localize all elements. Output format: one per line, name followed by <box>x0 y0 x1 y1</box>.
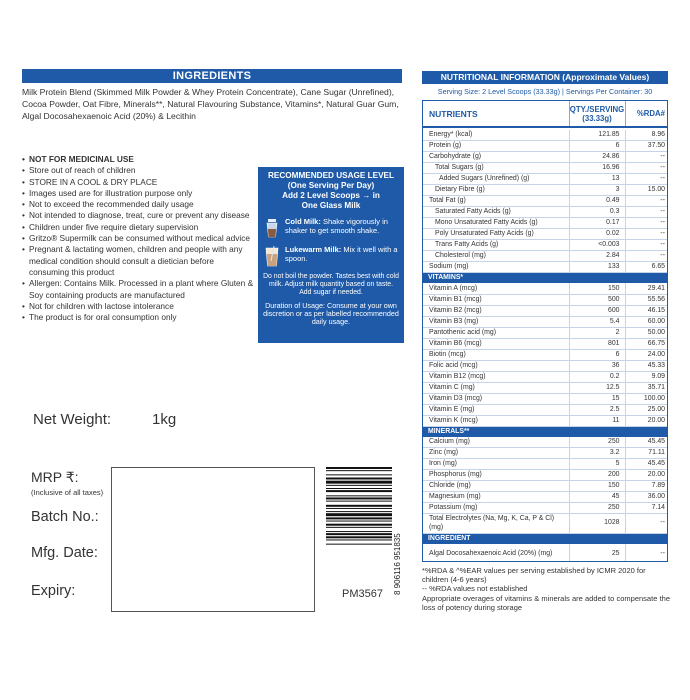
table-row <box>423 229 668 240</box>
table-row <box>423 382 668 393</box>
usage-note: Do not boil the powder. Tastes best with cold milk. Adjust milk quantity based on taste. Add sugar if needed. <box>263 273 399 297</box>
nutrient-qty: 45 <box>569 492 625 503</box>
barcode-bar <box>326 474 392 475</box>
table-row <box>423 196 668 207</box>
nutrient-name: Vitamin B6 (mcg) <box>423 338 569 349</box>
nutrient-rda: -- <box>625 251 668 262</box>
nutrient-rda: 6.65 <box>625 262 668 273</box>
nutrient-name: Dietary Fibre (g) <box>423 185 569 196</box>
nutrient-name: Vitamin C (mg) <box>423 382 569 393</box>
nutrient-qty: 0.17 <box>569 218 625 229</box>
mfg-date-label: Mfg. Date: <box>31 545 98 561</box>
nutrient-name: Saturated Fatty Acids (g) <box>423 207 569 218</box>
table-row <box>423 448 668 459</box>
expiry-label: Expiry: <box>31 583 76 599</box>
net-weight-label: Net Weight: <box>33 411 112 428</box>
barcode-bar <box>326 511 392 512</box>
barcode-bar <box>326 508 392 509</box>
table-row <box>423 514 668 534</box>
table-row <box>423 316 668 327</box>
table-row <box>423 327 668 338</box>
table-row <box>423 415 668 426</box>
nutrient-name: Biotin (mcg) <box>423 349 569 360</box>
table-row <box>423 393 668 404</box>
nutrient-name: Cholesterol (mg) <box>423 251 569 262</box>
barcode-bar <box>326 470 392 471</box>
nutrient-name: Added Sugars (Unrefined) (g) <box>423 174 569 185</box>
warning-item: • Children under five require dietary supervision <box>22 222 254 233</box>
nutrient-qty: 36 <box>569 360 625 371</box>
nutrient-rda: 100.00 <box>625 393 668 404</box>
nutrient-name: Poly Unsaturated Fatty Acids (g) <box>423 229 569 240</box>
table-row <box>423 294 668 305</box>
warning-item: • Not for children with lactose intolerance <box>22 301 254 312</box>
nutrient-qty: 3 <box>569 185 625 196</box>
barcode-digits: 8 906116 951835 <box>393 533 402 595</box>
nutrient-rda: -- <box>625 163 668 174</box>
table-section-header <box>423 273 668 284</box>
nutrient-qty: 12.5 <box>569 382 625 393</box>
warning-item: • Store out of reach of children <box>22 165 254 176</box>
nutrient-qty: 500 <box>569 294 625 305</box>
ingredients-title: INGREDIENTS <box>22 69 402 83</box>
nutrient-rda: 25.00 <box>625 404 668 415</box>
nutrient-qty: 0.3 <box>569 207 625 218</box>
nutrient-name: Iron (mg) <box>423 459 569 470</box>
barcode-bar <box>326 524 392 526</box>
barcode-bar <box>326 521 392 522</box>
nutrient-rda: -- <box>625 174 668 185</box>
nutrient-name: Potassium (mg) <box>423 503 569 514</box>
barcode-bar <box>326 544 392 545</box>
nutrient-rda: 46.15 <box>625 305 668 316</box>
nutrition-title: NUTRITIONAL INFORMATION (Approximate Values) <box>422 71 668 84</box>
nutrient-qty: 133 <box>569 262 625 273</box>
nutrient-rda: 24.00 <box>625 349 668 360</box>
nutrient-qty: 1028 <box>569 514 625 534</box>
nutrient-qty: 6 <box>569 349 625 360</box>
nutrient-rda: 7.14 <box>625 503 668 514</box>
footnote-not-established: -- %RDA values not established <box>422 584 528 594</box>
usage-cold: Cold Milk: Shake vigorously in shaker to get smooth shake. <box>263 217 399 239</box>
nutrient-name: Protein (g) <box>423 141 569 152</box>
nutrient-qty: 250 <box>569 503 625 514</box>
section-label: INGREDIENT <box>423 534 668 545</box>
section-label: MINERALS** <box>423 426 668 437</box>
barcode-bar <box>326 527 392 528</box>
table-section-header <box>423 534 668 545</box>
nutrient-rda: -- <box>625 240 668 251</box>
barcode-bar <box>326 467 392 469</box>
nutrient-name: Energy* (kcal) <box>423 130 569 141</box>
barcode-bar <box>326 481 392 484</box>
nutrient-rda: 20.00 <box>625 415 668 426</box>
nutrient-name: Total Sugars (g) <box>423 163 569 174</box>
barcode-bar <box>326 497 392 499</box>
nutrient-rda: 45.33 <box>625 360 668 371</box>
nutrient-name: Vitamin B1 (mcg) <box>423 294 569 305</box>
nutrient-rda: 71.11 <box>625 448 668 459</box>
nutrient-rda: -- <box>625 152 668 163</box>
table-row <box>423 218 668 229</box>
nutrient-rda: -- <box>625 207 668 218</box>
warning-item: • Not intended to diagnose, treat, cure or prevent any disease <box>22 210 254 221</box>
table-row <box>423 240 668 251</box>
nutrient-rda: 60.00 <box>625 316 668 327</box>
table-row <box>423 152 668 163</box>
barcode-bar <box>326 539 392 540</box>
table-row <box>423 371 668 382</box>
nutrient-name: Trans Fatty Acids (g) <box>423 240 569 251</box>
nutrient-rda: 37.50 <box>625 141 668 152</box>
section-label: VITAMINS* <box>423 273 668 284</box>
nutrient-name: Mono Unsaturated Fatty Acids (g) <box>423 218 569 229</box>
table-row <box>423 437 668 448</box>
nutrient-name: Total Fat (g) <box>423 196 569 207</box>
nutrient-qty: 6 <box>569 141 625 152</box>
table-row <box>423 130 668 141</box>
table-row <box>423 207 668 218</box>
table-row <box>423 360 668 371</box>
table-row <box>423 185 668 196</box>
nutrient-qty: 801 <box>569 338 625 349</box>
barcode-bar <box>326 488 392 489</box>
nutrient-name: Vitamin D3 (mcg) <box>423 393 569 404</box>
nutrient-qty: 3.2 <box>569 448 625 459</box>
warning-item: • Images used are for illustration purpose only <box>22 188 254 199</box>
mrp-label: MRP ₹: <box>31 469 79 485</box>
nutrition-table <box>422 100 668 562</box>
nutrient-qty: <0.003 <box>569 240 625 251</box>
nutrient-qty: 13 <box>569 174 625 185</box>
nutrient-qty: 600 <box>569 305 625 316</box>
batch-print-box <box>111 467 315 612</box>
shaker-icon <box>263 217 281 239</box>
nutrient-rda: -- <box>625 514 668 534</box>
barcode-bar <box>326 490 392 492</box>
nutrient-name: Total Electrolytes (Na, Mg, K, Ca, P & Cl) (mg) <box>423 514 569 534</box>
warning-item: • NOT FOR MEDICINAL USE <box>22 154 254 165</box>
footnote-overages: Appropriate overages of vitamins & minerals are added to compensate the loss of potency during storage <box>422 593 670 612</box>
serving-info: Serving Size: 2 Level Scoops (33.33g) | Servings Per Container: 30 <box>437 87 653 96</box>
nutrient-name: Calcium (mg) <box>423 437 569 448</box>
nutrient-name: Sodium (mg) <box>423 262 569 273</box>
nutrient-name: Zinc (mg) <box>423 448 569 459</box>
ingredients-text: Milk Protein Blend (Skimmed Milk Powder & Whey Protein Concentrate), Cane Sugar (Unrefined), Cocoa Powder, Oat Fibre, Minerals**, Natural Flavouring Substance, Vitamins*, Natural Guar Gum, Algal Docosahexaenoic Acid (20%) & Lecithin <box>22 87 399 121</box>
nutrient-qty: 2.84 <box>569 251 625 262</box>
barcode-bar <box>326 533 392 535</box>
nutrient-rda: 7.89 <box>625 481 668 492</box>
batch-label: Batch No.: <box>31 509 99 525</box>
header-nutrients: NUTRIENTS <box>423 101 569 127</box>
nutrient-rda: -- <box>625 544 668 562</box>
header-qty: QTY./SERVING (33.33g) <box>569 101 625 127</box>
nutrient-qty: 150 <box>569 283 625 294</box>
barcode-bar <box>326 536 392 538</box>
mrp-note: (Inclusive of all taxes) <box>31 488 104 497</box>
nutrient-rda: 29.41 <box>625 283 668 294</box>
nutrient-name: Vitamin A (mcg) <box>423 283 569 294</box>
nutrient-rda: -- <box>625 218 668 229</box>
nutrient-qty: 121.85 <box>569 130 625 141</box>
nutrient-name: Vitamin E (mg) <box>423 404 569 415</box>
table-row <box>423 349 668 360</box>
barcode-bar <box>326 531 392 532</box>
warning-item: • Allergen: Contains Milk. Processed in a plant where Gluten & Soy containing products are manufactured <box>22 278 254 301</box>
nutrient-name: Phosphorus (mg) <box>423 470 569 481</box>
barcode-bar <box>326 478 392 480</box>
table-row <box>423 481 668 492</box>
header-rda: %RDA# <box>625 101 668 127</box>
nutrient-rda: 45.45 <box>625 437 668 448</box>
table-row <box>423 503 668 514</box>
warnings-list <box>22 154 254 323</box>
nutrient-qty: 0.2 <box>569 371 625 382</box>
nutrient-qty: 24.86 <box>569 152 625 163</box>
nutrient-rda: 15.00 <box>625 185 668 196</box>
barcode-bar <box>326 505 392 507</box>
table-row <box>423 174 668 185</box>
footnote-rda: *%RDA & ^%EAR values per serving established by ICMR 2020 for children (4-6 years) <box>422 566 646 585</box>
nutrient-rda: 20.00 <box>625 470 668 481</box>
table-row <box>423 305 668 316</box>
warning-item: • STORE IN A COOL & DRY PLACE <box>22 177 254 188</box>
nutrient-rda: 50.00 <box>625 327 668 338</box>
nutrient-qty: 250 <box>569 437 625 448</box>
nutrient-name: Vitamin B12 (mcg) <box>423 371 569 382</box>
nutrient-qty: 150 <box>569 481 625 492</box>
table-row <box>423 262 668 273</box>
warning-item: • The product is for oral consumption only <box>22 312 254 323</box>
table-section-header <box>423 426 668 437</box>
nutrient-rda: 66.75 <box>625 338 668 349</box>
barcode-bar <box>326 485 392 486</box>
nutrient-rda: 35.71 <box>625 382 668 393</box>
nutrient-qty: 0.49 <box>569 196 625 207</box>
warning-item: • Not to exceed the recommended daily usage <box>22 199 254 210</box>
nutrient-qty: 16.96 <box>569 163 625 174</box>
warning-item: • Gritzo® Supermilk can be consumed without medical advice <box>22 233 254 244</box>
barcode-bar <box>326 501 392 502</box>
barcode <box>322 467 406 599</box>
table-row <box>423 459 668 470</box>
scoop-arrow-icon: → <box>362 191 371 200</box>
usage-warm: Lukewarm Milk: Mix it well with a spoon. <box>263 245 399 267</box>
nutrient-name: Carbohydrate (g) <box>423 152 569 163</box>
nutrient-qty: 15 <box>569 393 625 404</box>
nutrient-rda: 36.00 <box>625 492 668 503</box>
nutrient-name: Vitamin B2 (mcg) <box>423 305 569 316</box>
usage-box <box>258 167 404 343</box>
nutrient-qty: 0.02 <box>569 229 625 240</box>
table-row <box>423 251 668 262</box>
nutrient-rda: -- <box>625 229 668 240</box>
nutrient-rda: 55.56 <box>625 294 668 305</box>
nutrient-name: Pantothenic acid (mg) <box>423 327 569 338</box>
table-row <box>423 283 668 294</box>
warning-item: • Pregnant & lactating women, children and people with any medical condition should consult a dietician before consuming this product <box>22 244 254 278</box>
table-row <box>423 141 668 152</box>
usage-title: RECOMMENDED USAGE LEVEL (One Serving Per Day) Add 2 Level Scoops → in One Glass Milk <box>267 171 394 210</box>
nutrient-rda: 9.09 <box>625 371 668 382</box>
nutrient-name: Folic acid (mcg) <box>423 360 569 371</box>
barcode-bar <box>326 495 392 496</box>
product-code: PM3567 <box>342 588 383 600</box>
nutrient-qty: 5 <box>569 459 625 470</box>
nutrient-name: Vitamin K (mcg) <box>423 415 569 426</box>
footnotes <box>422 566 670 612</box>
table-row <box>423 470 668 481</box>
net-weight-value: 1kg <box>152 411 177 428</box>
nutrient-qty: 2 <box>569 327 625 338</box>
table-row <box>423 544 668 562</box>
nutrient-qty: 11 <box>569 415 625 426</box>
table-row <box>423 404 668 415</box>
nutrient-qty: 200 <box>569 470 625 481</box>
table-row <box>423 338 668 349</box>
nutrient-name: Vitamin B3 (mg) <box>423 316 569 327</box>
nutrient-name: Chloride (mg) <box>423 481 569 492</box>
barcode-bar <box>326 513 392 516</box>
nutrient-qty: 25 <box>569 544 625 562</box>
nutrient-rda: 8.96 <box>625 130 668 141</box>
nutrient-qty: 2.5 <box>569 404 625 415</box>
table-row <box>423 492 668 503</box>
table-row <box>423 163 668 174</box>
nutrient-qty: 5.4 <box>569 316 625 327</box>
nutrient-name: Algal Docosahexaenoic Acid (20%) (mg) <box>423 544 569 562</box>
nutrient-name: Magnesium (mg) <box>423 492 569 503</box>
milk-glass-icon <box>263 245 281 267</box>
usage-duration: Duration of Usage: Consume at your own discretion or as per labelled recommended daily usage. <box>263 300 399 327</box>
nutrient-rda: 45.45 <box>625 459 668 470</box>
barcode-bar <box>326 517 392 519</box>
nutrient-rda: -- <box>625 196 668 207</box>
